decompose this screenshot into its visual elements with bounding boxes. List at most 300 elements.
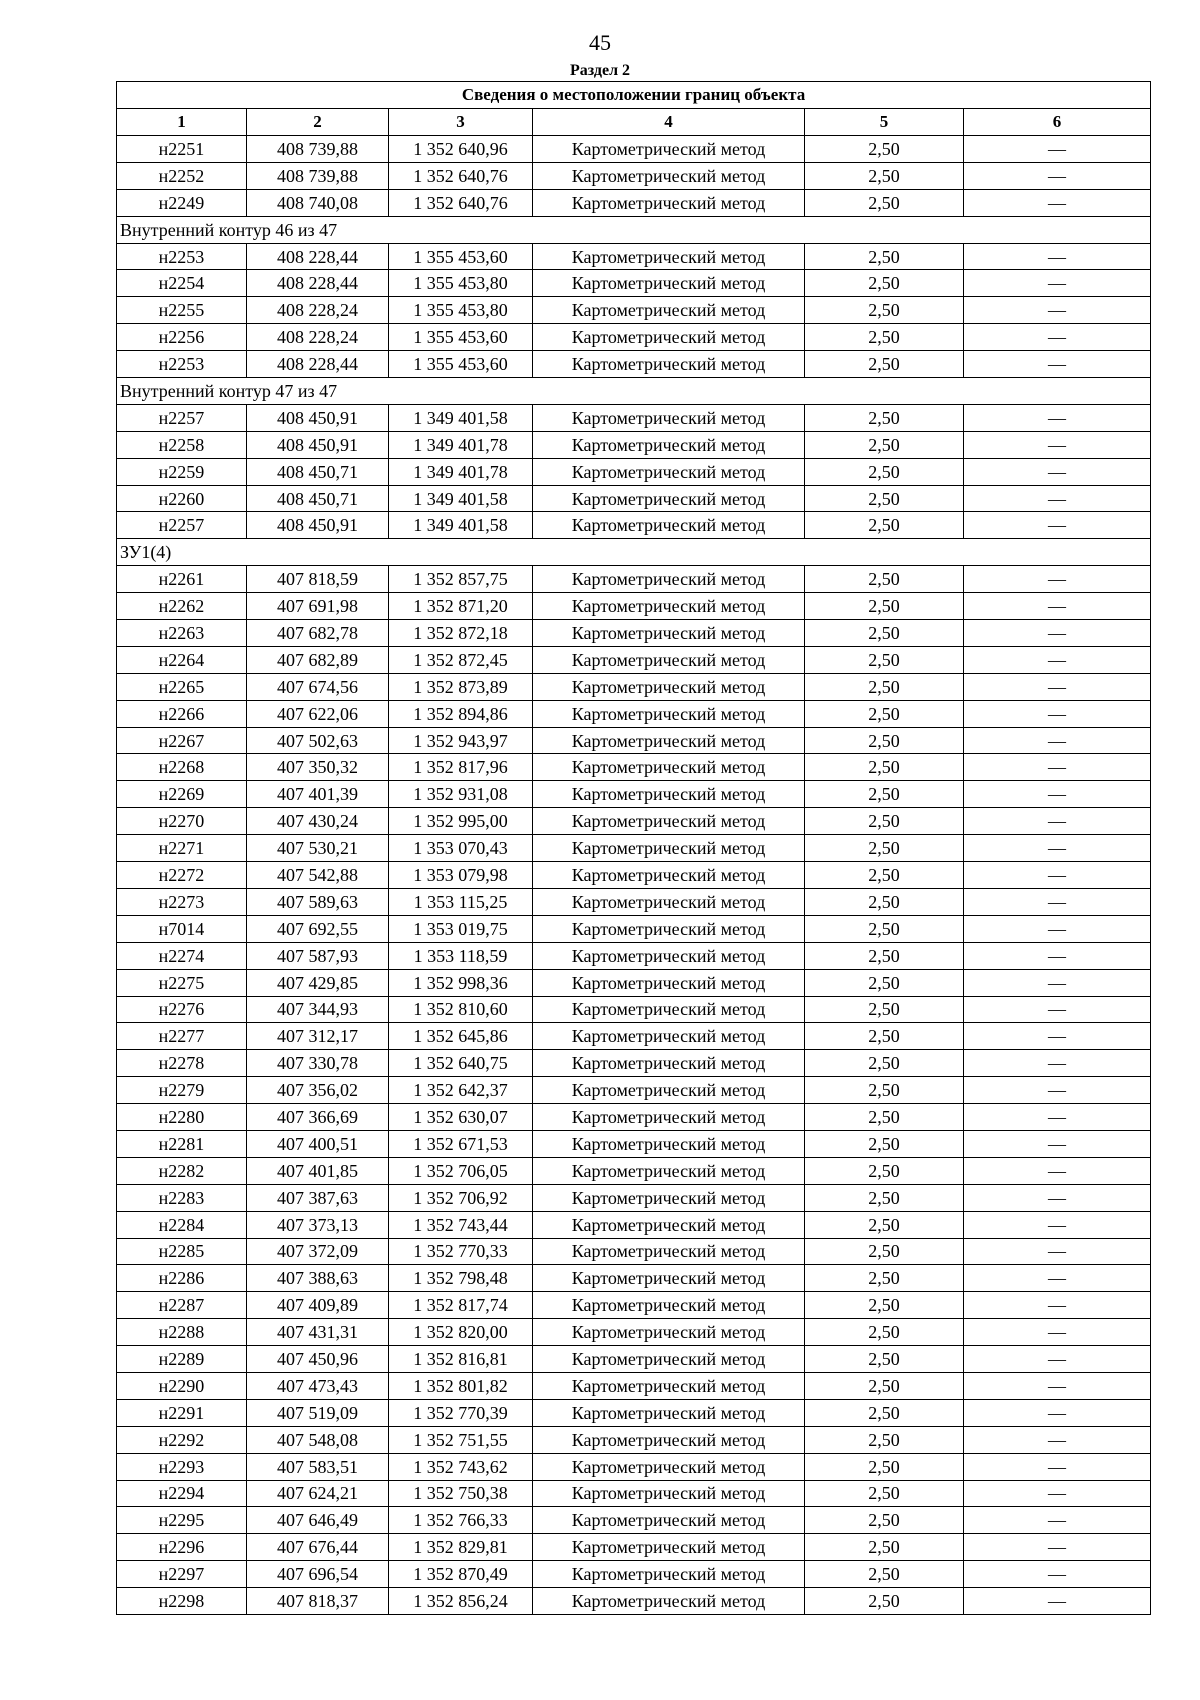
point-id-cell: н2266 bbox=[117, 700, 247, 727]
point-id-cell: н2296 bbox=[117, 1534, 247, 1561]
method-cell: Картометрический метод bbox=[533, 754, 805, 781]
accuracy-cell: 2,50 bbox=[805, 1050, 964, 1077]
accuracy-cell: 2,50 bbox=[805, 1426, 964, 1453]
accuracy-cell: 2,50 bbox=[805, 754, 964, 781]
x-coordinate-cell: 407 350,32 bbox=[247, 754, 389, 781]
point-id-cell: н2281 bbox=[117, 1130, 247, 1157]
point-id-cell: н2276 bbox=[117, 996, 247, 1023]
accuracy-cell: 2,50 bbox=[805, 243, 964, 270]
point-id-cell: н2284 bbox=[117, 1211, 247, 1238]
description-cell: — bbox=[964, 1507, 1151, 1534]
point-id-cell: н2288 bbox=[117, 1319, 247, 1346]
y-coordinate-cell: 1 353 115,25 bbox=[389, 888, 533, 915]
point-id-cell: н2269 bbox=[117, 781, 247, 808]
description-cell: — bbox=[964, 1292, 1151, 1319]
accuracy-cell: 2,50 bbox=[805, 915, 964, 942]
point-id-cell: н2294 bbox=[117, 1480, 247, 1507]
description-cell: — bbox=[964, 1453, 1151, 1480]
method-cell: Картометрический метод bbox=[533, 162, 805, 189]
table-row bbox=[117, 1534, 1151, 1561]
y-coordinate-cell: 1 355 453,80 bbox=[389, 270, 533, 297]
x-coordinate-cell: 407 589,63 bbox=[247, 888, 389, 915]
table-row bbox=[117, 431, 1151, 458]
method-cell: Картометрический метод bbox=[533, 1480, 805, 1507]
y-coordinate-cell: 1 352 645,86 bbox=[389, 1023, 533, 1050]
column-number: 6 bbox=[964, 109, 1151, 136]
accuracy-cell: 2,50 bbox=[805, 1453, 964, 1480]
y-coordinate-cell: 1 352 829,81 bbox=[389, 1534, 533, 1561]
description-cell: — bbox=[964, 1184, 1151, 1211]
table-row bbox=[117, 673, 1151, 700]
y-coordinate-cell: 1 349 401,58 bbox=[389, 404, 533, 431]
point-id-cell: н2278 bbox=[117, 1050, 247, 1077]
method-cell: Картометрический метод bbox=[533, 1453, 805, 1480]
x-coordinate-cell: 407 682,89 bbox=[247, 646, 389, 673]
description-cell: — bbox=[964, 593, 1151, 620]
y-coordinate-cell: 1 355 453,80 bbox=[389, 297, 533, 324]
x-coordinate-cell: 408 450,71 bbox=[247, 458, 389, 485]
x-coordinate-cell: 407 366,69 bbox=[247, 1104, 389, 1131]
accuracy-cell: 2,50 bbox=[805, 1588, 964, 1615]
point-id-cell: н2262 bbox=[117, 593, 247, 620]
method-cell: Картометрический метод bbox=[533, 1426, 805, 1453]
y-coordinate-cell: 1 349 401,78 bbox=[389, 458, 533, 485]
description-cell: — bbox=[964, 969, 1151, 996]
description-cell: — bbox=[964, 996, 1151, 1023]
accuracy-cell: 2,50 bbox=[805, 673, 964, 700]
method-cell: Картометрический метод bbox=[533, 1211, 805, 1238]
column-number: 3 bbox=[389, 109, 533, 136]
description-cell: — bbox=[964, 1077, 1151, 1104]
accuracy-cell: 2,50 bbox=[805, 727, 964, 754]
description-cell: — bbox=[964, 1426, 1151, 1453]
method-cell: Картометрический метод bbox=[533, 136, 805, 163]
method-cell: Картометрический метод bbox=[533, 835, 805, 862]
point-id-cell: н2290 bbox=[117, 1372, 247, 1399]
description-cell: — bbox=[964, 1023, 1151, 1050]
method-cell: Картометрический метод bbox=[533, 1265, 805, 1292]
x-coordinate-cell: 408 739,88 bbox=[247, 162, 389, 189]
y-coordinate-cell: 1 352 856,24 bbox=[389, 1588, 533, 1615]
point-id-cell: н2298 bbox=[117, 1588, 247, 1615]
description-cell: — bbox=[964, 1238, 1151, 1265]
table-row bbox=[117, 1238, 1151, 1265]
table-row bbox=[117, 996, 1151, 1023]
x-coordinate-cell: 408 228,24 bbox=[247, 324, 389, 351]
x-coordinate-cell: 407 430,24 bbox=[247, 808, 389, 835]
x-coordinate-cell: 407 583,51 bbox=[247, 1453, 389, 1480]
accuracy-cell: 2,50 bbox=[805, 1561, 964, 1588]
description-cell: — bbox=[964, 754, 1151, 781]
method-cell: Картометрический метод bbox=[533, 1023, 805, 1050]
x-coordinate-cell: 407 587,93 bbox=[247, 942, 389, 969]
accuracy-cell: 2,50 bbox=[805, 942, 964, 969]
accuracy-cell: 2,50 bbox=[805, 593, 964, 620]
contour-header-row bbox=[117, 378, 1151, 405]
method-cell: Картометрический метод bbox=[533, 404, 805, 431]
point-id-cell: н2259 bbox=[117, 458, 247, 485]
point-id-cell: н2283 bbox=[117, 1184, 247, 1211]
table-row bbox=[117, 297, 1151, 324]
column-number: 1 bbox=[117, 109, 247, 136]
table-row bbox=[117, 162, 1151, 189]
table-row bbox=[117, 1372, 1151, 1399]
y-coordinate-cell: 1 352 640,76 bbox=[389, 162, 533, 189]
description-cell: — bbox=[964, 1211, 1151, 1238]
x-coordinate-cell: 408 228,44 bbox=[247, 243, 389, 270]
x-coordinate-cell: 408 450,71 bbox=[247, 485, 389, 512]
table-row bbox=[117, 566, 1151, 593]
method-cell: Картометрический метод bbox=[533, 1561, 805, 1588]
method-cell: Картометрический метод bbox=[533, 1077, 805, 1104]
point-id-cell: н2279 bbox=[117, 1077, 247, 1104]
y-coordinate-cell: 1 352 770,39 bbox=[389, 1399, 533, 1426]
accuracy-cell: 2,50 bbox=[805, 1534, 964, 1561]
method-cell: Картометрический метод bbox=[533, 485, 805, 512]
method-cell: Картометрический метод bbox=[533, 1588, 805, 1615]
method-cell: Картометрический метод bbox=[533, 458, 805, 485]
point-id-cell: н2253 bbox=[117, 351, 247, 378]
method-cell: Картометрический метод bbox=[533, 673, 805, 700]
accuracy-cell: 2,50 bbox=[805, 270, 964, 297]
x-coordinate-cell: 407 674,56 bbox=[247, 673, 389, 700]
description-cell: — bbox=[964, 915, 1151, 942]
method-cell: Картометрический метод bbox=[533, 862, 805, 889]
x-coordinate-cell: 407 818,37 bbox=[247, 1588, 389, 1615]
description-cell: — bbox=[964, 297, 1151, 324]
y-coordinate-cell: 1 352 743,44 bbox=[389, 1211, 533, 1238]
column-number: 5 bbox=[805, 109, 964, 136]
table-row bbox=[117, 1319, 1151, 1346]
x-coordinate-cell: 408 450,91 bbox=[247, 512, 389, 539]
table-row bbox=[117, 1561, 1151, 1588]
point-id-cell: н2271 bbox=[117, 835, 247, 862]
accuracy-cell: 2,50 bbox=[805, 1265, 964, 1292]
point-id-cell: н2261 bbox=[117, 566, 247, 593]
description-cell: — bbox=[964, 835, 1151, 862]
column-number: 4 bbox=[533, 109, 805, 136]
point-id-cell: н2291 bbox=[117, 1399, 247, 1426]
table-row bbox=[117, 1265, 1151, 1292]
method-cell: Картометрический метод bbox=[533, 996, 805, 1023]
table-row bbox=[117, 1426, 1151, 1453]
method-cell: Картометрический метод bbox=[533, 593, 805, 620]
x-coordinate-cell: 408 450,91 bbox=[247, 404, 389, 431]
description-cell: — bbox=[964, 727, 1151, 754]
accuracy-cell: 2,50 bbox=[805, 404, 964, 431]
y-coordinate-cell: 1 352 743,62 bbox=[389, 1453, 533, 1480]
y-coordinate-cell: 1 353 070,43 bbox=[389, 835, 533, 862]
y-coordinate-cell: 1 355 453,60 bbox=[389, 324, 533, 351]
x-coordinate-cell: 407 502,63 bbox=[247, 727, 389, 754]
x-coordinate-cell: 407 372,09 bbox=[247, 1238, 389, 1265]
table-row bbox=[117, 351, 1151, 378]
y-coordinate-cell: 1 349 401,78 bbox=[389, 431, 533, 458]
x-coordinate-cell: 407 401,85 bbox=[247, 1157, 389, 1184]
point-id-cell: н2253 bbox=[117, 243, 247, 270]
table-row bbox=[117, 754, 1151, 781]
method-cell: Картометрический метод bbox=[533, 1104, 805, 1131]
x-coordinate-cell: 407 400,51 bbox=[247, 1130, 389, 1157]
x-coordinate-cell: 408 740,08 bbox=[247, 189, 389, 216]
y-coordinate-cell: 1 352 810,60 bbox=[389, 996, 533, 1023]
x-coordinate-cell: 407 676,44 bbox=[247, 1534, 389, 1561]
x-coordinate-cell: 407 818,59 bbox=[247, 566, 389, 593]
table-row bbox=[117, 270, 1151, 297]
x-coordinate-cell: 408 228,44 bbox=[247, 270, 389, 297]
method-cell: Картометрический метод bbox=[533, 1157, 805, 1184]
table-row bbox=[117, 1077, 1151, 1104]
description-cell: — bbox=[964, 1346, 1151, 1373]
y-coordinate-cell: 1 352 766,33 bbox=[389, 1507, 533, 1534]
y-coordinate-cell: 1 352 870,49 bbox=[389, 1561, 533, 1588]
table-row bbox=[117, 243, 1151, 270]
table-row bbox=[117, 915, 1151, 942]
x-coordinate-cell: 407 519,09 bbox=[247, 1399, 389, 1426]
x-coordinate-cell: 407 409,89 bbox=[247, 1292, 389, 1319]
accuracy-cell: 2,50 bbox=[805, 1104, 964, 1131]
y-coordinate-cell: 1 352 872,45 bbox=[389, 646, 533, 673]
point-id-cell: н2289 bbox=[117, 1346, 247, 1373]
table-row bbox=[117, 458, 1151, 485]
y-coordinate-cell: 1 352 820,00 bbox=[389, 1319, 533, 1346]
y-coordinate-cell: 1 352 817,74 bbox=[389, 1292, 533, 1319]
table-row bbox=[117, 888, 1151, 915]
description-cell: — bbox=[964, 1372, 1151, 1399]
contour-label: Внутренний контур 46 из 47 bbox=[117, 216, 1151, 243]
method-cell: Картометрический метод bbox=[533, 512, 805, 539]
accuracy-cell: 2,50 bbox=[805, 512, 964, 539]
description-cell: — bbox=[964, 404, 1151, 431]
table-row bbox=[117, 1184, 1151, 1211]
table-row bbox=[117, 969, 1151, 996]
table-row bbox=[117, 835, 1151, 862]
point-id-cell: н2285 bbox=[117, 1238, 247, 1265]
x-coordinate-cell: 407 401,39 bbox=[247, 781, 389, 808]
table-row bbox=[117, 404, 1151, 431]
point-id-cell: н2257 bbox=[117, 512, 247, 539]
page-number: 45 bbox=[589, 30, 611, 55]
table-row bbox=[117, 1507, 1151, 1534]
accuracy-cell: 2,50 bbox=[805, 1077, 964, 1104]
point-id-cell: н2292 bbox=[117, 1426, 247, 1453]
description-cell: — bbox=[964, 862, 1151, 889]
point-id-cell: н2252 bbox=[117, 162, 247, 189]
y-coordinate-cell: 1 352 943,97 bbox=[389, 727, 533, 754]
accuracy-cell: 2,50 bbox=[805, 1292, 964, 1319]
y-coordinate-cell: 1 353 019,75 bbox=[389, 915, 533, 942]
accuracy-cell: 2,50 bbox=[805, 1480, 964, 1507]
description-cell: — bbox=[964, 485, 1151, 512]
method-cell: Картометрический метод bbox=[533, 620, 805, 647]
y-coordinate-cell: 1 352 751,55 bbox=[389, 1426, 533, 1453]
description-cell: — bbox=[964, 136, 1151, 163]
accuracy-cell: 2,50 bbox=[805, 646, 964, 673]
method-cell: Картометрический метод bbox=[533, 324, 805, 351]
table-row bbox=[117, 1023, 1151, 1050]
x-coordinate-cell: 408 228,44 bbox=[247, 351, 389, 378]
point-id-cell: н2256 bbox=[117, 324, 247, 351]
accuracy-cell: 2,50 bbox=[805, 1157, 964, 1184]
table-row bbox=[117, 1211, 1151, 1238]
x-coordinate-cell: 408 450,91 bbox=[247, 431, 389, 458]
accuracy-cell: 2,50 bbox=[805, 485, 964, 512]
accuracy-cell: 2,50 bbox=[805, 351, 964, 378]
accuracy-cell: 2,50 bbox=[805, 862, 964, 889]
accuracy-cell: 2,50 bbox=[805, 620, 964, 647]
y-coordinate-cell: 1 352 998,36 bbox=[389, 969, 533, 996]
x-coordinate-cell: 407 542,88 bbox=[247, 862, 389, 889]
column-number-row bbox=[117, 109, 1151, 136]
point-id-cell: н2286 bbox=[117, 1265, 247, 1292]
accuracy-cell: 2,50 bbox=[805, 1023, 964, 1050]
x-coordinate-cell: 407 344,93 bbox=[247, 996, 389, 1023]
table-row bbox=[117, 1588, 1151, 1615]
y-coordinate-cell: 1 349 401,58 bbox=[389, 485, 533, 512]
table-row bbox=[117, 1292, 1151, 1319]
point-id-cell: н2275 bbox=[117, 969, 247, 996]
x-coordinate-cell: 407 622,06 bbox=[247, 700, 389, 727]
table-row bbox=[117, 189, 1151, 216]
accuracy-cell: 2,50 bbox=[805, 700, 964, 727]
y-coordinate-cell: 1 352 640,76 bbox=[389, 189, 533, 216]
point-id-cell: н2274 bbox=[117, 942, 247, 969]
description-cell: — bbox=[964, 1050, 1151, 1077]
point-id-cell: н2260 bbox=[117, 485, 247, 512]
description-cell: — bbox=[964, 1534, 1151, 1561]
table-title-row bbox=[117, 82, 1151, 109]
method-cell: Картометрический метод bbox=[533, 1346, 805, 1373]
column-number: 2 bbox=[247, 109, 389, 136]
x-coordinate-cell: 407 431,31 bbox=[247, 1319, 389, 1346]
table-title: Сведения о местоположении границ объекта bbox=[117, 82, 1151, 109]
accuracy-cell: 2,50 bbox=[805, 1319, 964, 1346]
description-cell: — bbox=[964, 270, 1151, 297]
table-row bbox=[117, 808, 1151, 835]
description-cell: — bbox=[964, 620, 1151, 647]
y-coordinate-cell: 1 352 871,20 bbox=[389, 593, 533, 620]
description-cell: — bbox=[964, 189, 1151, 216]
y-coordinate-cell: 1 352 706,92 bbox=[389, 1184, 533, 1211]
accuracy-cell: 2,50 bbox=[805, 1211, 964, 1238]
x-coordinate-cell: 407 356,02 bbox=[247, 1077, 389, 1104]
point-id-cell: н2254 bbox=[117, 270, 247, 297]
y-coordinate-cell: 1 352 750,38 bbox=[389, 1480, 533, 1507]
y-coordinate-cell: 1 352 817,96 bbox=[389, 754, 533, 781]
point-id-cell: н2280 bbox=[117, 1104, 247, 1131]
description-cell: — bbox=[964, 888, 1151, 915]
description-cell: — bbox=[964, 458, 1151, 485]
method-cell: Картометрический метод bbox=[533, 1372, 805, 1399]
accuracy-cell: 2,50 bbox=[805, 1184, 964, 1211]
x-coordinate-cell: 407 373,13 bbox=[247, 1211, 389, 1238]
table-row bbox=[117, 646, 1151, 673]
accuracy-cell: 2,50 bbox=[805, 1372, 964, 1399]
x-coordinate-cell: 407 682,78 bbox=[247, 620, 389, 647]
accuracy-cell: 2,50 bbox=[805, 189, 964, 216]
description-cell: — bbox=[964, 700, 1151, 727]
method-cell: Картометрический метод bbox=[533, 1319, 805, 1346]
table-row bbox=[117, 862, 1151, 889]
y-coordinate-cell: 1 352 770,33 bbox=[389, 1238, 533, 1265]
description-cell: — bbox=[964, 351, 1151, 378]
description-cell: — bbox=[964, 1130, 1151, 1157]
x-coordinate-cell: 407 473,43 bbox=[247, 1372, 389, 1399]
description-cell: — bbox=[964, 1104, 1151, 1131]
table-row bbox=[117, 1050, 1151, 1077]
x-coordinate-cell: 407 388,63 bbox=[247, 1265, 389, 1292]
method-cell: Картометрический метод bbox=[533, 189, 805, 216]
x-coordinate-cell: 407 530,21 bbox=[247, 835, 389, 862]
point-id-cell: н2255 bbox=[117, 297, 247, 324]
method-cell: Картометрический метод bbox=[533, 969, 805, 996]
table-row bbox=[117, 1157, 1151, 1184]
accuracy-cell: 2,50 bbox=[805, 162, 964, 189]
table-row bbox=[117, 1453, 1151, 1480]
y-coordinate-cell: 1 352 640,75 bbox=[389, 1050, 533, 1077]
x-coordinate-cell: 407 692,55 bbox=[247, 915, 389, 942]
y-coordinate-cell: 1 352 642,37 bbox=[389, 1077, 533, 1104]
point-id-cell: н2295 bbox=[117, 1507, 247, 1534]
table-row bbox=[117, 727, 1151, 754]
description-cell: — bbox=[964, 808, 1151, 835]
method-cell: Картометрический метод bbox=[533, 646, 805, 673]
description-cell: — bbox=[964, 1265, 1151, 1292]
description-cell: — bbox=[964, 162, 1151, 189]
method-cell: Картометрический метод bbox=[533, 270, 805, 297]
description-cell: — bbox=[964, 1157, 1151, 1184]
accuracy-cell: 2,50 bbox=[805, 566, 964, 593]
y-coordinate-cell: 1 352 816,81 bbox=[389, 1346, 533, 1373]
description-cell: — bbox=[964, 646, 1151, 673]
point-id-cell: н2264 bbox=[117, 646, 247, 673]
accuracy-cell: 2,50 bbox=[805, 1130, 964, 1157]
x-coordinate-cell: 408 228,24 bbox=[247, 297, 389, 324]
accuracy-cell: 2,50 bbox=[805, 1507, 964, 1534]
method-cell: Картометрический метод bbox=[533, 1238, 805, 1265]
method-cell: Картометрический метод bbox=[533, 888, 805, 915]
table-row bbox=[117, 593, 1151, 620]
table-row bbox=[117, 1104, 1151, 1131]
description-cell: — bbox=[964, 324, 1151, 351]
y-coordinate-cell: 1 352 706,05 bbox=[389, 1157, 533, 1184]
point-id-cell: н2257 bbox=[117, 404, 247, 431]
method-cell: Картометрический метод bbox=[533, 297, 805, 324]
method-cell: Картометрический метод bbox=[533, 700, 805, 727]
method-cell: Картометрический метод bbox=[533, 1507, 805, 1534]
table-row bbox=[117, 700, 1151, 727]
description-cell: — bbox=[964, 781, 1151, 808]
accuracy-cell: 2,50 bbox=[805, 781, 964, 808]
point-id-cell: н2265 bbox=[117, 673, 247, 700]
description-cell: — bbox=[964, 431, 1151, 458]
y-coordinate-cell: 1 352 931,08 bbox=[389, 781, 533, 808]
y-coordinate-cell: 1 355 453,60 bbox=[389, 351, 533, 378]
x-coordinate-cell: 407 691,98 bbox=[247, 593, 389, 620]
description-cell: — bbox=[964, 1399, 1151, 1426]
y-coordinate-cell: 1 352 873,89 bbox=[389, 673, 533, 700]
accuracy-cell: 2,50 bbox=[805, 431, 964, 458]
point-id-cell: н2249 bbox=[117, 189, 247, 216]
point-id-cell: н2258 bbox=[117, 431, 247, 458]
table-row bbox=[117, 136, 1151, 163]
x-coordinate-cell: 407 429,85 bbox=[247, 969, 389, 996]
contour-header-row bbox=[117, 539, 1151, 566]
y-coordinate-cell: 1 353 079,98 bbox=[389, 862, 533, 889]
table-row bbox=[117, 781, 1151, 808]
accuracy-cell: 2,50 bbox=[805, 297, 964, 324]
y-coordinate-cell: 1 353 118,59 bbox=[389, 942, 533, 969]
